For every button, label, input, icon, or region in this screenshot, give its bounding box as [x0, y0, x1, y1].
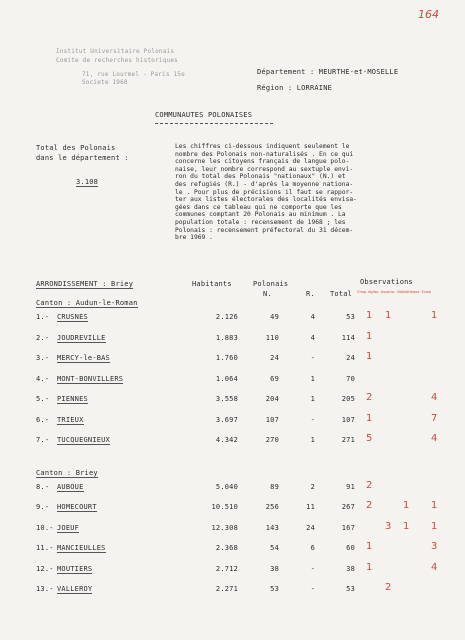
row-number: 11.-: [36, 544, 54, 552]
handwritten-page-number: 164: [418, 8, 439, 21]
total-value-cell: 60: [346, 544, 355, 552]
obs-subhead: Ecole: [421, 290, 432, 294]
description-line: gées dans ce tableau qui ne comporte que les: [175, 203, 342, 211]
commune-label: MONT-BONVILLERS: [57, 374, 124, 383]
total-value-cell: 205: [341, 395, 355, 403]
polonais-header: Polonais: [253, 280, 289, 288]
habitants-value: 2.368: [215, 544, 238, 552]
habitants-value: 3.697: [215, 415, 238, 424]
commune-label: VALLEROY: [57, 585, 93, 593]
description-line: ron du total des Polonais "nationaux" (N.) et: [175, 173, 346, 181]
obs-subhead: Chap. église: [357, 290, 379, 294]
description-line: ter aux listes électorales des localités envisa-: [175, 196, 357, 204]
commune-name: [36, 395, 88, 403]
commune-name: [36, 416, 84, 424]
observations-header: Observations: [360, 278, 413, 286]
nationaux-value: 89: [270, 482, 279, 491]
habitants-value: 1.883: [215, 333, 238, 342]
habitants-value: 4.342: [215, 436, 238, 444]
observation-mark: 1: [366, 561, 373, 573]
observation-mark: 1: [431, 310, 438, 321]
observation-mark: 4: [431, 433, 438, 444]
row-number: 5.-: [36, 395, 50, 403]
habitants-value: 5.040: [215, 482, 238, 491]
nationaux-value: 24: [270, 354, 279, 362]
letterhead-line: Societe 1968: [82, 79, 128, 86]
total-label-line: dans le département :: [36, 154, 129, 162]
refugies-value: 1: [310, 436, 315, 444]
refugies-value: -: [310, 564, 315, 573]
commune-label: MANCIEULLES: [57, 544, 106, 552]
description-line: naise, leur nombre correspond au sextuple envi-: [175, 165, 354, 173]
obs-subhead: Associa.: [380, 290, 396, 294]
commune-label: TRIEUX: [57, 415, 84, 424]
total-value-cell: 107: [341, 415, 355, 424]
observation-mark: 1: [366, 412, 373, 424]
row-number: 12.-: [36, 564, 54, 573]
habitants-value: 2.712: [215, 564, 238, 573]
description-line: communes comptant 20 Polonais au minimum . La: [175, 211, 346, 219]
section-title: COMMUNAUTES POLONAISES: [155, 111, 253, 119]
observation-mark: 3: [385, 520, 392, 532]
commune-name: [36, 334, 106, 342]
commune-label: PIENNES: [57, 395, 88, 403]
commune-name: [36, 313, 88, 321]
obs-subhead: Bibliothèque: [397, 290, 420, 294]
total-label: [36, 143, 129, 163]
total-value-cell: 114: [341, 333, 355, 342]
row-number: 3.-: [36, 354, 50, 362]
letterhead-line: 71, rue Lourmel - Paris 15e: [82, 71, 185, 78]
commune-name: [36, 585, 92, 593]
commune-name: [36, 524, 79, 532]
observation-mark: 1: [366, 310, 373, 321]
commune-label: JOUDREVILLE: [57, 333, 106, 342]
nationaux-value: 54: [270, 544, 279, 552]
row-number: 1.-: [36, 313, 50, 321]
total-value-cell: 271: [341, 436, 355, 444]
observation-mark: 1: [431, 500, 438, 511]
habitants-value: 10.510: [211, 503, 238, 511]
refugies-value: 2: [310, 482, 315, 491]
row-number: 10.-: [36, 523, 54, 532]
row-number: 13.-: [36, 585, 54, 593]
row-number: 4.-: [36, 374, 50, 383]
nationaux-value: 143: [265, 523, 279, 532]
row-number: 8.-: [36, 482, 50, 491]
region-label: Région : LORRAINE: [257, 84, 333, 92]
total-value: 3.108: [76, 178, 99, 186]
observation-mark: 2: [385, 582, 392, 593]
observation-mark: 1: [366, 351, 373, 362]
total-value-cell: 53: [346, 585, 355, 593]
total-value-cell: 70: [346, 374, 355, 383]
letterhead-line: Institut Universitaire Polonais: [56, 48, 175, 55]
habitants-value: 2.271: [215, 585, 238, 593]
commune-name: [36, 354, 110, 362]
total-header: Total: [330, 290, 353, 298]
letterhead-line: Comite de recherches historiques: [56, 57, 178, 64]
refugies-value: -: [310, 354, 315, 362]
description-line: Les chiffres ci-dessous indiquent seulement le: [175, 143, 350, 150]
nationaux-value: 69: [270, 374, 279, 383]
observation-mark: 1: [403, 520, 410, 532]
commune-label: MOUTIERS: [57, 564, 93, 573]
nationaux-value: 270: [265, 436, 279, 444]
observation-mark: 1: [403, 500, 410, 511]
total-value-cell: 91: [346, 482, 355, 491]
refugies-value: 4: [310, 313, 315, 321]
arrondissement-header: ARRONDISSEMENT : Briey: [36, 280, 134, 288]
refugies-value: -: [310, 415, 315, 424]
commune-label: CRUSNES: [57, 313, 88, 321]
commune-label: JOEUF: [57, 523, 80, 532]
commune-name: [36, 375, 123, 383]
refugies-value: 11: [306, 503, 315, 511]
habitants-value: 1.760: [215, 354, 238, 362]
commune-label: AUBOUE: [57, 482, 84, 491]
refugies-value: 1: [310, 374, 315, 383]
description-line: nombre des Polonais non-naturalisés . En ce qui: [175, 150, 354, 158]
observation-mark: 2: [366, 500, 373, 511]
observation-mark: 2: [366, 479, 373, 491]
description-line: des refugiés (R.) - d'après la moyenne nationa-: [175, 180, 354, 188]
nationaux-value: 49: [270, 313, 279, 321]
r-header: R.: [306, 290, 315, 298]
commune-name: [36, 544, 106, 552]
refugies-value: -: [310, 585, 315, 593]
commune-label: HOMECOURT: [57, 503, 97, 511]
nationaux-value: 204: [265, 395, 279, 403]
habitants-value: 1.064: [215, 374, 238, 383]
commune-name: [36, 503, 97, 511]
row-number: 7.-: [36, 436, 50, 444]
nationaux-value: 110: [265, 333, 279, 342]
refugies-value: 4: [310, 333, 315, 342]
nationaux-value: 256: [265, 503, 279, 511]
total-value-cell: 53: [346, 313, 355, 321]
observation-mark: 1: [431, 520, 438, 532]
description-paragraph: [175, 143, 357, 242]
observation-mark: 4: [431, 392, 438, 403]
observation-mark: 1: [385, 310, 392, 321]
refugies-value: 6: [310, 544, 315, 552]
n-header: N.: [263, 290, 272, 298]
habitants-header: Habitants: [192, 280, 232, 288]
row-number: 9.-: [36, 503, 50, 511]
habitants-value: 12.308: [211, 523, 238, 532]
observation-mark: 5: [366, 433, 373, 444]
observation-mark: 7: [431, 412, 438, 424]
description-line: population totale : recensement de 1968 ; les: [175, 218, 346, 226]
commune-name: [36, 565, 92, 573]
row-number: 6.-: [36, 415, 50, 424]
total-value-cell: 267: [341, 503, 355, 511]
observation-mark: 4: [431, 561, 438, 573]
description-line: concerne les citoyens français de langue polo-: [175, 158, 350, 166]
total-value-cell: 167: [341, 523, 355, 532]
commune-name: [36, 436, 110, 444]
title-underline: [155, 123, 273, 124]
habitants-value: 2.126: [215, 313, 238, 321]
commune-name: [36, 483, 84, 491]
canton-label: Canton : Audun-le-Roman: [36, 299, 138, 307]
description-line: Polonais : recensement préfectoral du 31 décem-: [175, 226, 354, 234]
description-line: le . Pour plus de précisions il faut se rappor-: [175, 188, 354, 196]
department-label: Département : MEURTHE-et-MOSELLE: [257, 68, 399, 76]
row-number: 2.-: [36, 333, 50, 342]
total-value-cell: 24: [346, 354, 355, 362]
nationaux-value: 107: [265, 415, 279, 424]
habitants-value: 3.558: [215, 395, 238, 403]
nationaux-value: 53: [270, 585, 279, 593]
observation-mark: 2: [366, 392, 373, 403]
total-label-line: Total des Polonais: [36, 144, 116, 152]
commune-label: MERCY-le-BAS: [57, 354, 110, 362]
commune-label: TUCQUEGNIEUX: [57, 436, 110, 444]
observations-subheads: [357, 290, 431, 294]
observation-mark: 1: [366, 330, 373, 342]
description-line: bre 1969 .: [175, 234, 213, 242]
refugies-value: 1: [310, 395, 315, 403]
observation-mark: 3: [431, 541, 438, 552]
observation-mark: 1: [366, 541, 373, 552]
nationaux-value: 38: [270, 564, 279, 573]
canton-label: Canton : Briey: [36, 468, 98, 477]
total-value-cell: 38: [346, 564, 355, 573]
refugies-value: 24: [306, 523, 315, 532]
